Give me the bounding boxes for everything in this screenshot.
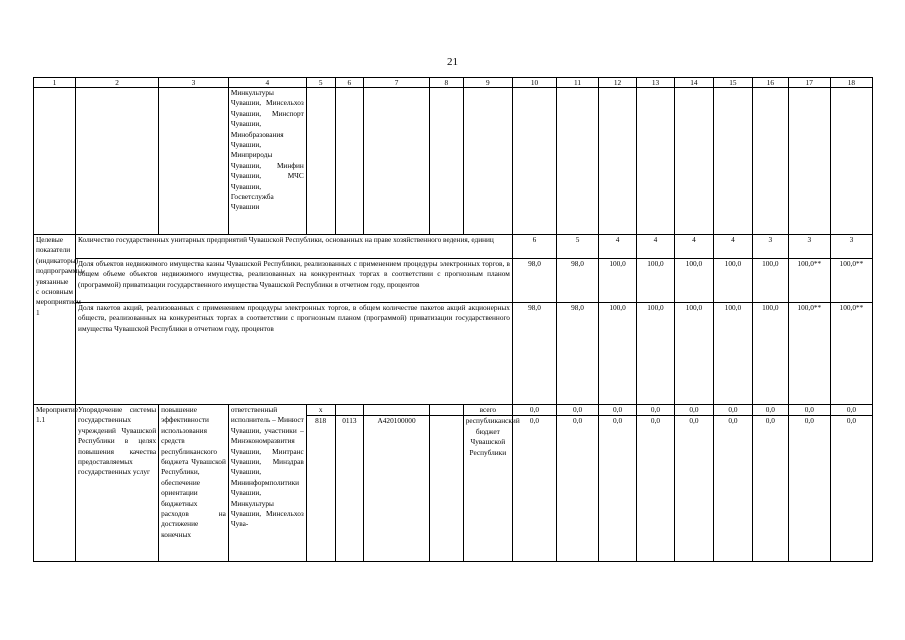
amount-value: 0,0 [637,416,675,562]
col-header: 4 [228,78,306,88]
target-value: 3 [788,235,830,259]
amount-value: 0,0 [557,405,599,416]
amount-value: 0,0 [830,405,872,416]
amount-value: 0,0 [674,416,713,562]
target-value: 100,0 [674,303,713,405]
col-header: 10 [512,78,556,88]
target-value: 100,0** [830,259,872,303]
section-code: 0113 [335,416,364,562]
funding-source: республиканский бюджет Чувашской Республики [463,416,512,562]
expense-group-code [429,416,463,562]
amount-value: 0,0 [557,416,599,562]
measure-row-total [34,405,873,416]
measure-name: Упорядочение системы государственных учреждений Чувашской Республики в целях повышения качества предоставляемых государственных услуг [76,405,159,562]
amount-value: 0,0 [512,416,556,562]
target-value: 98,0 [557,303,599,405]
amount-value: 0,0 [788,416,830,562]
target-row [34,259,873,303]
target-value: 4 [599,235,637,259]
target-value: 100,0** [830,303,872,405]
amount-value: 0,0 [599,416,637,562]
target-value: 100,0** [788,259,830,303]
amount-value: 0,0 [713,405,752,416]
target-value: 6 [512,235,556,259]
target-value: 98,0 [512,303,556,405]
section-code [335,405,364,416]
col-header: 12 [599,78,637,88]
target-text: Количество государственных унитарных предприятий Чувашской Республики, основанных на праве хозяйственного ведения, единиц [76,235,513,259]
col-header: 16 [752,78,788,88]
target-row [34,235,873,259]
target-value: 5 [557,235,599,259]
target-value: 100,0** [788,303,830,405]
col-header: 18 [830,78,872,88]
target-value: 100,0 [752,259,788,303]
target-value: 100,0 [674,259,713,303]
col-header: 17 [788,78,830,88]
col-header: 5 [306,78,335,88]
amount-value: 0,0 [752,405,788,416]
target-value: 100,0 [637,259,675,303]
target-value: 100,0 [713,303,752,405]
col-header: 9 [463,78,512,88]
target-text: Доля объектов недвижимого имущества казны Чувашской Республики, реализованных с применением процедуры электронных торгов, в общем объеме объектов недвижимого имущества, реализованных на конкурентных торгах в соответствии с прогнозным планом (программой) приватизации государственного имущества Чувашской Республики в отчетном году, процентов [76,259,513,303]
page-number: 21 [447,56,458,68]
target-text: Доля пакетов акций, реализованных с применением процедуры электронных торгов, в общем количестве пакетов акций акционерных обществ, реализованных на конкурентных торгах в соответствии с прогнозным планом (программой) приватизации государственного имущества Чувашской Республики в отчетном году, процентов [76,303,513,405]
col-header: 7 [364,78,430,88]
amount-value: 0,0 [830,416,872,562]
continuation-row [34,88,873,235]
grbs-code: x [306,405,335,416]
target-value: 100,0 [599,259,637,303]
col-header: 1 [34,78,76,88]
amount-value: 0,0 [637,405,675,416]
target-article-code: А420100000 [364,416,430,562]
col-header: 11 [557,78,599,88]
targets-label: Целевые показатели (индикаторы) подпрограммы, увязанные с основным мероприятием 1 [34,235,76,405]
amount-value: 0,0 [512,405,556,416]
target-value: 3 [830,235,872,259]
grbs-code: 818 [306,416,335,562]
amount-value: 0,0 [599,405,637,416]
amount-value: 0,0 [752,416,788,562]
amount-value: 0,0 [674,405,713,416]
target-value: 3 [752,235,788,259]
measure-executor: ответственный исполнитель – Минюст Чувашии, участники – Минэкономразвития Чувашии, Минтранс Чувашии, Минздрав Чувашии, Мининформполитики Чувашии, Минкультуры Чувашии, Минсельхоз Чува- [228,405,306,562]
col-header: 13 [637,78,675,88]
col-header: 6 [335,78,364,88]
executors-continued: Минкультуры Чувашии, Минсельхоз Чувашии, Минспорт Чувашии, Минобразования Чувашии, Минприроды Чувашии, Минфин Чувашии, МЧС Чувашии, Госветслужба Чувашии [228,88,306,235]
target-value: 98,0 [512,259,556,303]
target-value: 98,0 [557,259,599,303]
measure-goal: повышение эффективности использования средств республиканского бюджета Чувашской Республики, обеспечение ориентации бюджетных расходов на достижение конечных [159,405,229,562]
col-header: 15 [713,78,752,88]
target-value: 4 [713,235,752,259]
target-value: 100,0 [599,303,637,405]
col-header: 3 [159,78,229,88]
expense-group-code [429,405,463,416]
amount-value: 0,0 [713,416,752,562]
target-value: 100,0 [752,303,788,405]
target-value: 100,0 [713,259,752,303]
measure-label: Мероприятие 1.1 [34,405,76,562]
target-value: 4 [637,235,675,259]
target-article-code [364,405,430,416]
target-value: 4 [674,235,713,259]
column-header-row [34,78,873,88]
target-value: 100,0 [637,303,675,405]
col-header: 14 [674,78,713,88]
funding-source: всего [463,405,512,416]
col-header: 2 [76,78,159,88]
program-table [33,77,873,562]
target-row [34,303,873,405]
amount-value: 0,0 [788,405,830,416]
col-header: 8 [429,78,463,88]
